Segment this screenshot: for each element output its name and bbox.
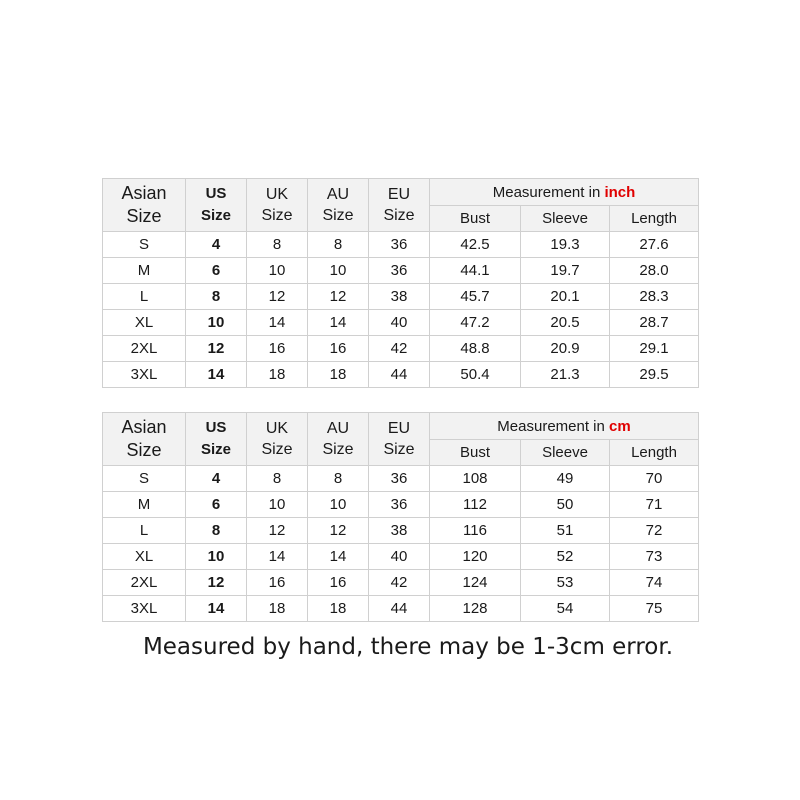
uk-size-cell: 10 (247, 258, 308, 284)
table-row (103, 596, 699, 622)
uk-size-cell: 14 (247, 544, 308, 570)
sleeve-cell: 51 (521, 518, 610, 544)
sleeve-cell: 53 (521, 570, 610, 596)
eu-size-cell: 36 (369, 232, 430, 258)
bust-header: Bust (430, 206, 521, 232)
us-size-header: US Size (186, 413, 247, 466)
sleeve-cell: 50 (521, 492, 610, 518)
au-size-cell: 10 (308, 492, 369, 518)
au-size-cell: 8 (308, 232, 369, 258)
bust-cell: 108 (430, 466, 521, 492)
us-size-cell: 10 (186, 544, 247, 570)
asian-size-cell: 3XL (103, 362, 186, 388)
uk-size-cell: 12 (247, 284, 308, 310)
length-cell: 28.3 (610, 284, 699, 310)
bust-cell: 50.4 (430, 362, 521, 388)
bust-cell: 45.7 (430, 284, 521, 310)
unit-label: inch (604, 183, 636, 201)
us-size-cell: 14 (186, 596, 247, 622)
table-row (103, 258, 699, 284)
sleeve-cell: 20.9 (521, 336, 610, 362)
us-size-cell: 8 (186, 284, 247, 310)
eu-size-cell: 36 (369, 466, 430, 492)
uk-size-cell: 18 (247, 596, 308, 622)
eu-size-cell: 36 (369, 492, 430, 518)
au-size-cell: 10 (308, 258, 369, 284)
au-size-header: AU Size (308, 179, 369, 232)
us-size-header: US Size (186, 179, 247, 232)
sleeve-header: Sleeve (521, 440, 610, 466)
length-cell: 29.5 (610, 362, 699, 388)
eu-size-cell: 40 (369, 310, 430, 336)
table-row (103, 232, 699, 258)
au-size-cell: 14 (308, 310, 369, 336)
asian-size-cell: M (103, 492, 186, 518)
bust-cell: 47.2 (430, 310, 521, 336)
au-size-cell: 14 (308, 544, 369, 570)
eu-size-cell: 38 (369, 284, 430, 310)
us-size-cell: 4 (186, 232, 247, 258)
asian-size-header: Asian Size (103, 413, 186, 466)
bust-cell: 128 (430, 596, 521, 622)
bust-cell: 48.8 (430, 336, 521, 362)
sleeve-cell: 20.5 (521, 310, 610, 336)
sleeve-cell: 19.3 (521, 232, 610, 258)
uk-size-cell: 16 (247, 570, 308, 596)
eu-size-cell: 44 (369, 596, 430, 622)
au-size-cell: 18 (308, 596, 369, 622)
asian-size-cell: 3XL (103, 596, 186, 622)
bust-cell: 44.1 (430, 258, 521, 284)
eu-size-cell: 44 (369, 362, 430, 388)
table-row (103, 284, 699, 310)
us-size-cell: 10 (186, 310, 247, 336)
us-size-cell: 6 (186, 492, 247, 518)
au-size-cell: 8 (308, 466, 369, 492)
uk-size-cell: 12 (247, 518, 308, 544)
us-size-cell: 12 (186, 570, 247, 596)
au-size-header: AU Size (308, 413, 369, 466)
table-header-row (103, 413, 699, 440)
bust-header: Bust (430, 440, 521, 466)
asian-size-cell: XL (103, 310, 186, 336)
sleeve-cell: 19.7 (521, 258, 610, 284)
table-body (103, 232, 699, 388)
length-cell: 72 (610, 518, 699, 544)
asian-size-cell: 2XL (103, 336, 186, 362)
length-header: Length (610, 206, 699, 232)
length-cell: 29.1 (610, 336, 699, 362)
asian-size-cell: 2XL (103, 570, 186, 596)
uk-size-cell: 8 (247, 466, 308, 492)
table-row (103, 466, 699, 492)
au-size-cell: 12 (308, 284, 369, 310)
asian-size-cell: S (103, 232, 186, 258)
eu-size-cell: 42 (369, 570, 430, 596)
uk-size-header: UK Size (247, 413, 308, 466)
sleeve-cell: 52 (521, 544, 610, 570)
us-size-cell: 8 (186, 518, 247, 544)
bust-cell: 42.5 (430, 232, 521, 258)
length-cell: 27.6 (610, 232, 699, 258)
table-row (103, 492, 699, 518)
size-table-inch (102, 178, 699, 388)
sleeve-header: Sleeve (521, 206, 610, 232)
sleeve-cell: 21.3 (521, 362, 610, 388)
length-cell: 75 (610, 596, 699, 622)
length-cell: 74 (610, 570, 699, 596)
uk-size-cell: 10 (247, 492, 308, 518)
asian-size-cell: S (103, 466, 186, 492)
eu-size-cell: 42 (369, 336, 430, 362)
uk-size-cell: 16 (247, 336, 308, 362)
length-cell: 71 (610, 492, 699, 518)
length-cell: 73 (610, 544, 699, 570)
us-size-cell: 14 (186, 362, 247, 388)
us-size-cell: 12 (186, 336, 247, 362)
measurement-header: Measurement in inch (430, 179, 699, 206)
bust-cell: 116 (430, 518, 521, 544)
asian-size-cell: M (103, 258, 186, 284)
us-size-cell: 6 (186, 258, 247, 284)
length-cell: 70 (610, 466, 699, 492)
au-size-cell: 18 (308, 362, 369, 388)
asian-size-cell: L (103, 284, 186, 310)
table-row (103, 362, 699, 388)
unit-label: cm (609, 417, 631, 435)
sleeve-cell: 54 (521, 596, 610, 622)
uk-size-header: UK Size (247, 179, 308, 232)
measurement-note: Measured by hand, there may be 1-3cm error. (142, 634, 674, 660)
au-size-cell: 16 (308, 570, 369, 596)
uk-size-cell: 18 (247, 362, 308, 388)
sleeve-cell: 49 (521, 466, 610, 492)
uk-size-cell: 8 (247, 232, 308, 258)
eu-size-cell: 38 (369, 518, 430, 544)
table-row (103, 336, 699, 362)
bust-cell: 120 (430, 544, 521, 570)
table-header-row (103, 179, 699, 206)
asian-size-cell: XL (103, 544, 186, 570)
sleeve-cell: 20.1 (521, 284, 610, 310)
asian-size-header: Asian Size (103, 179, 186, 232)
measurement-header: Measurement in cm (430, 413, 699, 440)
eu-size-header: EU Size (369, 179, 430, 232)
bust-cell: 124 (430, 570, 521, 596)
length-cell: 28.0 (610, 258, 699, 284)
table-row (103, 544, 699, 570)
us-size-cell: 4 (186, 466, 247, 492)
eu-size-header: EU Size (369, 413, 430, 466)
table-row (103, 310, 699, 336)
bust-cell: 112 (430, 492, 521, 518)
uk-size-cell: 14 (247, 310, 308, 336)
length-cell: 28.7 (610, 310, 699, 336)
size-table-cm (102, 412, 699, 622)
eu-size-cell: 36 (369, 258, 430, 284)
table-row (103, 518, 699, 544)
au-size-cell: 12 (308, 518, 369, 544)
asian-size-cell: L (103, 518, 186, 544)
table-body (103, 466, 699, 622)
au-size-cell: 16 (308, 336, 369, 362)
eu-size-cell: 40 (369, 544, 430, 570)
length-header: Length (610, 440, 699, 466)
table-row (103, 570, 699, 596)
